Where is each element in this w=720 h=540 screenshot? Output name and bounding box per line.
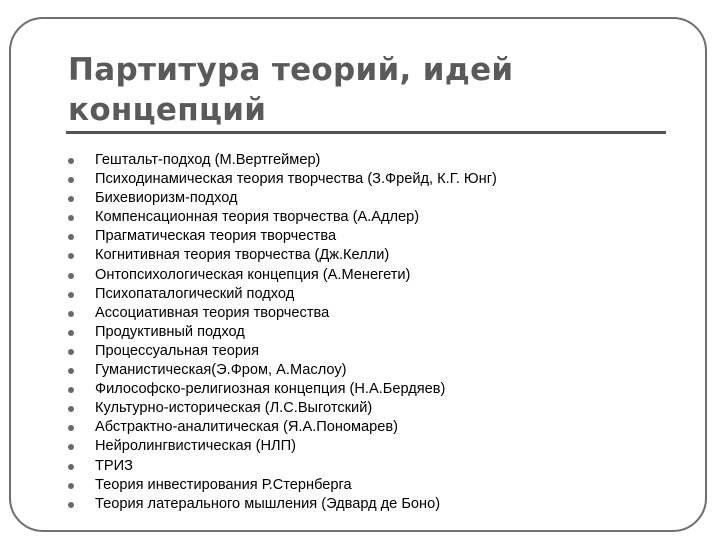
list-item — [68, 437, 668, 456]
list-item-text: Онтопсихологическая концепция (А.Менегети) — [95, 266, 411, 283]
list-item — [68, 399, 668, 418]
list-item — [68, 342, 668, 361]
list-item — [68, 495, 668, 514]
list-item-text: Бихевиоризм-подход — [95, 190, 238, 207]
slide-title-line-2: концепций — [68, 92, 267, 128]
bullet-icon — [68, 158, 74, 164]
list-item-text: Теория латерального мышления (Эдвард де Боно) — [95, 495, 441, 512]
list-item — [68, 418, 668, 437]
bullet-icon — [68, 273, 74, 279]
list-item-text: Продуктивный подход — [95, 323, 245, 340]
bullet-icon — [68, 215, 74, 221]
list-item — [68, 304, 668, 323]
bullet-icon — [68, 406, 74, 412]
bullet-icon — [68, 234, 74, 240]
list-item-text: Процессуальная теория — [95, 342, 260, 359]
bullet-icon — [68, 387, 74, 393]
list-item — [68, 323, 668, 342]
list-item — [68, 380, 668, 399]
list-item-text: Философско-религиозная концепция (Н.А.Бердяев) — [95, 381, 446, 398]
bullet-icon — [68, 330, 74, 336]
bullet-icon — [68, 177, 74, 183]
list-item-text: Ассоциативная теория творчества — [95, 304, 330, 321]
list-item — [68, 170, 668, 189]
list-item — [68, 208, 668, 227]
bullet-icon — [68, 464, 74, 470]
title-divider — [66, 131, 666, 134]
slide-title — [68, 50, 668, 130]
list-item-text: Нейролингвистическая (НЛП) — [95, 438, 296, 455]
list-item-text: Теория инвестирования Р.Стернберга — [95, 476, 352, 493]
list-item-text: Прагматическая теория творчества — [95, 228, 337, 245]
bullet-icon — [68, 425, 74, 431]
theory-list — [68, 151, 668, 514]
list-item — [68, 151, 668, 170]
list-item — [68, 227, 668, 246]
bullet-icon — [68, 444, 74, 450]
list-item-text: ТРИЗ — [95, 457, 133, 474]
bullet-icon — [68, 368, 74, 374]
list-item-text: Психодинамическая теория творчества (З.Фрейд, К.Г. Юнг) — [95, 171, 497, 188]
list-item — [68, 285, 668, 304]
list-item-text: Абстрактно-аналитическая (Я.А.Пономарев) — [95, 419, 399, 436]
list-item — [68, 361, 668, 380]
list-item-text: Компенсационная теория творчества (А.Адлер) — [95, 209, 420, 226]
bullet-icon — [68, 349, 74, 355]
list-item-text: Психопаталогический подход — [95, 285, 295, 302]
bullet-icon — [68, 502, 74, 508]
bullet-icon — [68, 292, 74, 298]
list-item — [68, 457, 668, 476]
list-item-text: Культурно-историческая (Л.С.Выготский) — [95, 400, 373, 417]
list-item — [68, 189, 668, 208]
bullet-icon — [68, 253, 74, 259]
slide-title-line-1: Партитура теорий, идей — [68, 52, 514, 88]
bullet-icon — [68, 311, 74, 317]
bullet-icon — [68, 483, 74, 489]
list-item-text: Гуманистическая(Э.Фром, А.Маслоу) — [95, 362, 347, 379]
list-item — [68, 246, 668, 265]
list-item-text: Когнитивная теория творчества (Дж.Келли) — [95, 247, 390, 264]
bullet-icon — [68, 196, 74, 202]
list-item — [68, 476, 668, 495]
list-item-text: Гештальт-подход (М.Вертгеймер) — [95, 152, 321, 168]
list-item — [68, 266, 668, 285]
